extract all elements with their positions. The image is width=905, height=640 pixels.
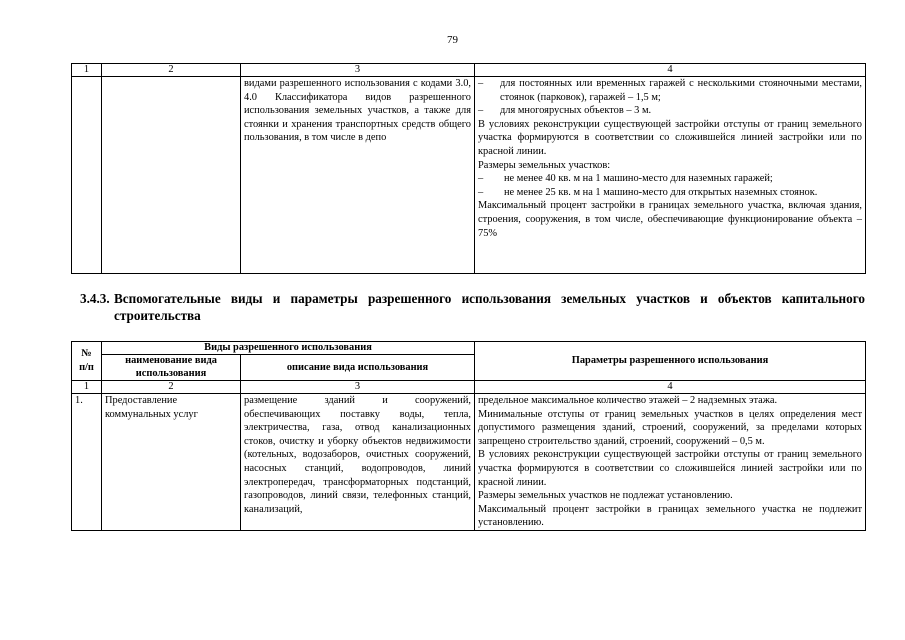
param-max-percent: Максимальный процент застройки в границах земельного участка не подлежит установлению. xyxy=(478,503,862,529)
param-sizes: Размеры земельных участков не подлежат установлению. xyxy=(478,490,733,502)
column-number: 1 xyxy=(72,64,102,77)
header-params: Параметры разрешенного использования xyxy=(475,342,866,381)
column-number-row xyxy=(72,381,866,394)
size-item: – не менее 25 кв. м на 1 машино-место для открытых наземных стоянок. xyxy=(478,186,818,198)
cell-parameters xyxy=(475,394,866,531)
header-desc: описание вида использования xyxy=(241,355,475,381)
param-setbacks: Минимальные отступы от границ земельных участков в целях определения мест допустимого размещения зданий, строений, сооружений, за пределами которых запрещено строительство зданий, строений, сооружений – 0,5 м. xyxy=(478,408,862,447)
table-row xyxy=(72,77,866,274)
column-number: 3 xyxy=(241,64,475,77)
column-number-row xyxy=(72,64,866,77)
column-number: 4 xyxy=(475,381,866,394)
sizes-title: Размеры земельных участков: xyxy=(478,159,611,171)
continuation-table xyxy=(71,63,866,274)
cell-name xyxy=(102,77,241,274)
column-number: 2 xyxy=(102,64,241,77)
cell-name: Предоставление коммунальных услуг xyxy=(102,394,241,531)
cell-num: 1. xyxy=(72,394,102,531)
column-number: 4 xyxy=(475,64,866,77)
auxiliary-uses-table xyxy=(71,341,866,531)
header-row xyxy=(72,342,866,355)
dash-item: – для многоярусных объектов – 3 м. xyxy=(478,105,652,117)
dash-item: – для постоянных или временных гаражей с несколькими стояночными местами, стоянок (парковок), гаражей – 1,5 м; xyxy=(478,78,862,103)
param-reconstruction: В условиях реконструкции существующей застройки отступы от границ земельного участка формируются в соответствии со сложившейся линией застройки или по красной линии. xyxy=(478,449,862,488)
reconstruction-text: В условиях реконструкции существующей застройки отступы от границ земельного участка формируются в соответствии со сложившейся линией застройки или по красной линии. xyxy=(478,118,862,157)
cell-description: размещение зданий и сооружений, обеспечивающих поставку воды, тепла, электричества, газа, отвод канализационных стоков, очистку и уборку объектов недвижимости (котельных, водозаборов, очистных сооружений, насосных станций, водопроводов, линий электропередач, трансформаторных подстанций, газопроводов, линий связи, телефонных станций, канализаций, xyxy=(241,394,475,531)
page-number: 79 xyxy=(447,34,458,46)
param-floors: предельное максимальное количество этажей – 2 надземных этажа. xyxy=(478,395,778,406)
table-row xyxy=(72,394,866,531)
cell-num xyxy=(72,77,102,274)
column-number: 3 xyxy=(241,381,475,394)
header-num: № п/п xyxy=(72,342,102,381)
header-name: наименование вида использования xyxy=(102,355,241,381)
header-group: Виды разрешенного использования xyxy=(102,342,475,355)
size-item: – не менее 40 кв. м на 1 машино-место для наземных гаражей; xyxy=(478,173,773,185)
section-number: 3.4.3. xyxy=(80,291,110,306)
section-heading xyxy=(80,290,865,324)
cell-description: видами разрешенного использования с кодами 3.0, 4.0 Классификатора видов разрешенного использования земельных участков, а также для стоянки и хранения транспортных средств общего пользования, в том числе в депо xyxy=(241,77,475,274)
column-number: 2 xyxy=(102,381,241,394)
column-number: 1 xyxy=(72,381,102,394)
max-percent-text: Максимальный процент застройки в границах земельного участка, включая здания, строения, сооружения, в том числе, обеспечивающие функционирование объекта – 75% xyxy=(478,200,862,239)
section-title: Вспомогательные виды и параметры разрешенного использования земельных участков и объектов капитального строительства xyxy=(114,291,865,323)
cell-parameters xyxy=(475,77,866,274)
